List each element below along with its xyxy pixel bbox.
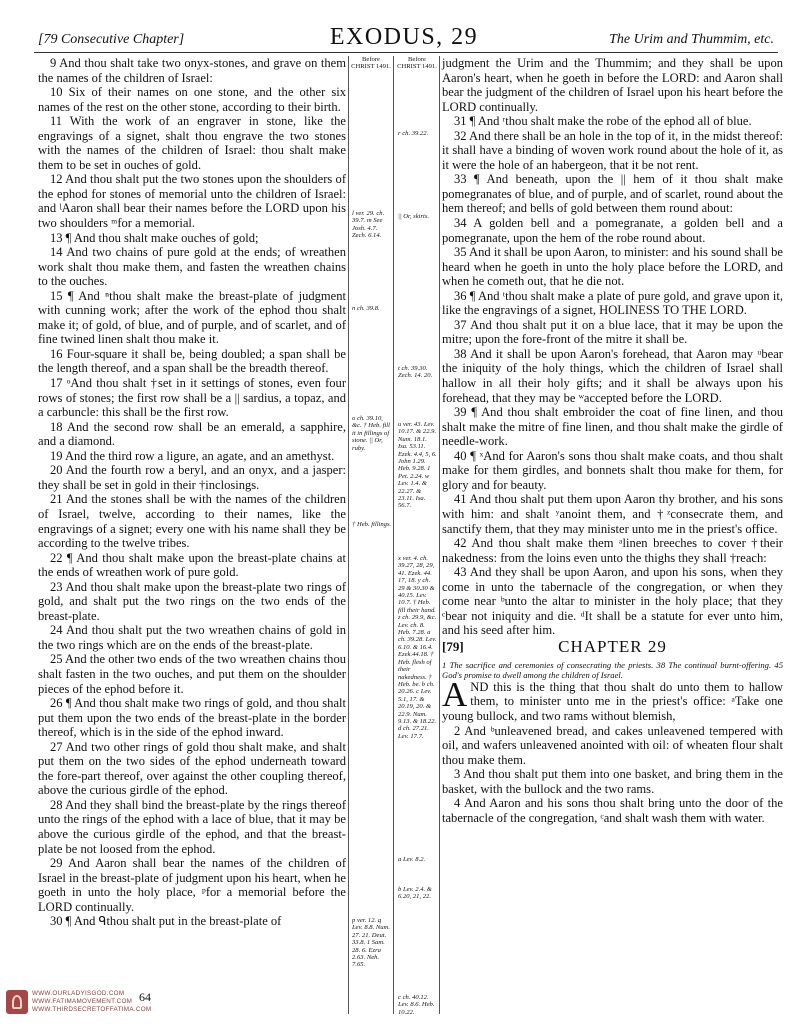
column-divider-middle <box>393 56 394 1014</box>
verse: 24 And thou shalt put the two wreathen chains of gold in the two rings which are on the ends of the breast-plate. <box>38 623 346 652</box>
verse: 25 And the other two ends of the two wreathen chains thou shalt fasten in the two ouches, and put them on the shoulder pieces of the ephod before it. <box>38 652 346 696</box>
margin-note: n ch. 39.8. <box>352 305 380 312</box>
page-number: 64 <box>139 990 151 1004</box>
header-rule <box>34 52 778 53</box>
margin-note: b Lev. 2.4. & 6.20, 21, 22. <box>398 886 432 901</box>
margin-note: || Or, skirts. <box>398 213 430 220</box>
verse: 14 And two chains of pure gold at the ends; of wreathen work shalt thou make them, and fasten the wreathen chains to the ouches. <box>38 245 346 289</box>
gutter-left <box>351 56 391 71</box>
margin-note: c ch. 40.12. Lev. 8.6. Heb. 10.22. <box>398 994 435 1016</box>
verse: 33 ¶ And beneath, upon the || hem of it thou shalt make pomegranates of blue, and of purple, and of scarlet, round about the hem thereof; and bells of gold between them round about: <box>442 172 783 216</box>
verse: 40 ¶ ˣAnd for Aaron's sons thou shalt make coats, and thou shalt make for them girdles, and bonnets shalt thou make for them, for glory and for beauty. <box>442 448 783 492</box>
verse: judgment the Urim and the Thummim; and they shall be upon Aaron's heart, when he goeth in before the LORD: and Aaron shall bear the judgment of the children of Israel upon his heart before the LORD continually. <box>442 56 783 114</box>
verse: 23 And thou shalt make upon the breast-plate two rings of gold, and shalt put the two rings on the two ends of the breast-plate. <box>38 579 346 623</box>
verse: 13 ¶ And thou shalt make ouches of gold; <box>50 230 259 245</box>
verse: 4 And Aaron and his sons thou shalt bring unto the door of the tabernacle of the congregation, ᶜand shalt wash them with water. <box>442 796 783 825</box>
gutter-right <box>396 56 438 71</box>
verse: 12 And thou shalt put the two stones upon the shoulders of the ephod for stones of memorial unto the children of Israel: and ᶩAaron shall bear their names before the LORD upon his two shoulders ᵐfor a memorial. <box>38 172 346 231</box>
verse: 43 And they shall be upon Aaron, and upon his sons, when they come in unto the tabernacle of the congregation, or when they come near ᵇunto the altar to minister in the holy place; that they ᶜbear not iniquity and die. ᵈIt shall be a statute for ever unto him, and his seed after him. <box>442 565 783 638</box>
verse: 22 ¶ And thou shalt make upon the breast-plate chains at the ends of wreathen work of pure gold. <box>38 550 346 580</box>
margin-note: o ch. 39.10, &c. † Heb. fill it in fillings of stone. || Or, ruby. <box>352 415 390 452</box>
verse: 35 And it shall be upon Aaron, to minister: and his sound shall be heard when he goeth in unto the holy place before the LORD, and when he cometh out, that he die not. <box>442 245 783 289</box>
verse: 17 ᵒAnd thou shalt †set in it settings of stones, even four rows of stones; the first row shall be a || sardius, a topaz, and a carbuncle: this shall be the first row. <box>38 376 346 420</box>
verse: 39 ¶ And thou shalt embroider the coat of fine linen, and thou shalt make the mitre of fine linen, and thou shalt make the girdle of needle-work. <box>442 405 783 449</box>
verse: 28 And they shall bind the breast-plate by the rings thereof unto the rings of the ephod with a lace of blue, that it may be above the curious girdle of the ephod, and that the breast-plate be not loosed from the ephod. <box>38 797 346 856</box>
header-topic: The Urim and Thummim, etc. <box>609 32 774 47</box>
verse: 32 And there shall be an hole in the top of it, in the midst thereof: it shall have a binding of woven work round about the hole of it, as it were the hole of an habergeon, that it be not rent. <box>442 128 783 172</box>
left-text-column <box>38 56 346 929</box>
column-divider-left <box>348 56 349 1014</box>
verse: 2 And ᵇunleavened bread, and cakes unleavened tempered with oil, and wafers unleavened anointed with oil: of wheaten flour shalt thou make them. <box>442 723 783 767</box>
verse: 27 And two other rings of gold thou shalt make, and shalt put them on the two sides of the ephod underneath toward the fore-part thereof, over against the other coupling thereof, above the curious girdle of the ephod. <box>38 739 346 798</box>
margin-note: t ch. 39.30. Zech. 14. 20. <box>398 365 433 380</box>
header-book-title: EXODUS, 29 <box>329 24 479 50</box>
verse: 34 A golden bell and a pomegranate, a golden bell and a pomegranate, upon the hem of the robe round about. <box>442 216 783 245</box>
verse: 21 And the stones shall be with the names of the children of Israel, twelve, according to their names, like the engravings of a signet; every one with his name shall they be according to the twelve tribes. <box>38 492 346 551</box>
margin-note: r ch. 39.22. <box>398 130 429 137</box>
verse: 30 ¶ And ᑫthou shalt put in the breast-plate of <box>50 914 282 929</box>
column-divider-right <box>439 56 440 1014</box>
verse: 38 And it shall be upon Aaron's forehead, that Aaron may ᵘbear the iniquity of the holy things, which the children of Israel shall hallow in all their holy gifts; and it shall be always upon his forehead, that they may be ʷaccepted before the LORD. <box>442 346 783 405</box>
right-text-column <box>442 56 783 825</box>
verse: 26 ¶ And thou shalt make two rings of gold, and thou shalt put them upon the two ends of the breast-plate in the border thereof, which is in the side of the ephod inward. <box>38 696 346 740</box>
margin-note: a Lev. 8.2. <box>398 856 426 863</box>
verse: 20 And the fourth row a beryl, and an onyx, and a jasper: they shall be set in gold in their †inclosings. <box>38 463 346 492</box>
drop-cap: A <box>442 674 468 714</box>
url-link[interactable]: WWW.THIRDSECRETOFFATIMA.COM <box>32 1006 152 1013</box>
chapter-heading <box>442 636 783 660</box>
verse: 37 And thou shalt put it on a blue lace, that it may be upon the mitre; upon the fore-front of the mitre it shall be. <box>442 317 783 347</box>
verse: 29 And Aaron shall bear the names of the children of Israel in the breast-plate of judgment upon his heart, when he goeth in unto the holy place, ᵖfor a memorial before the LORD continually. <box>38 856 346 914</box>
footer-urls <box>32 990 151 1014</box>
seal-logo-icon <box>6 990 28 1014</box>
verse: ND this is the thing that thou shalt do unto them to hallow them, to minister unto me in the priest's office: ᵃTake one young bullock, and two rams without blemish, <box>442 679 783 723</box>
verse: 36 ¶ And ᵗthou shalt make a plate of pure gold, and grave upon it, like the engravings of a signet, HOLINESS TO THE LORD. <box>442 288 783 318</box>
verse: 3 And thou shalt put them into one basket, and bring them in the basket, with the bullock and the two rams. <box>442 767 783 796</box>
verse: 15 ¶ And ⁿthou shalt make the breast-plate of judgment with cunning work; after the work of the ephod thou shalt make it; of gold, of blue, and of purple, and of scarlet, and of fine twined linen shalt thou make it. <box>38 288 346 347</box>
margin-note: u ver. 43. Lev. 10.17. & 22.9. Num. 18.1. Isa. 53.11. Ezek. 4.4, 5, 6. John 1.29. Heb. 9.28. 1 Pet. 2.24. w Lev. 1.4. & 22.27. & 23.11. Isa. 56.7. <box>398 421 437 510</box>
header-chapter-count: [79 Consecutive Chapter] <box>38 32 185 47</box>
verse: 31 ¶ And ʳthou shalt make the robe of the ephod all of blue. <box>454 114 752 129</box>
chapter-opening <box>442 674 783 724</box>
verse: 10 Six of their names on one stone, and the other six names of the rest on the other stone, according to their birth. <box>38 85 346 114</box>
margin-note: l ver. 29. ch. 39.7. m See Josh. 4.7. Zech. 6.14. <box>352 210 385 240</box>
margin-note: † Heb. fillings. <box>352 521 392 528</box>
chapter-title: CHAPTER 29 <box>558 636 667 656</box>
page-header <box>30 22 778 52</box>
verse: 42 And thou shalt make them ᵃlinen breeches to cover †their nakedness: from the loins even unto the thighs they shall †reach: <box>442 536 783 565</box>
verse: 11 With the work of an engraver in stone, like the engravings of a signet, shalt thou engrave the two stones with the names of the children of Israel: thou shalt make them to be set in ouches of gold. <box>38 114 346 172</box>
era-label: Before CHRIST 1491. <box>397 56 437 71</box>
era-label: Before CHRIST 1491. <box>351 56 391 71</box>
verse: 16 Four-square it shall be, being doubled; a span shall be the length thereof, and a span shall be the breadth thereof. <box>38 346 346 376</box>
url-link[interactable]: WWW.FATIMAMOVEMENT.COM <box>32 998 133 1005</box>
chapter-summary: 1 The sacrifice and ceremonies of consecrating the priests. 38 The continual burnt-offering. 45 God's promise to dwell among the children of Israel. <box>442 659 783 680</box>
verse: 9 And thou shalt take two onyx-stones, and grave on them the names of the children of Israel: <box>38 56 346 85</box>
verse: 18 And the second row shall be an emerald, a sapphire, and a diamond. <box>38 419 346 449</box>
margin-note: p ver. 12. q Lev. 8.8. Num. 27. 21. Deut. 33.8. 1 Sam. 28. 6. Ezra 2.63. Neh. 7.65. <box>352 917 390 969</box>
margin-note: x ver. 4. ch. 39.27, 28, 29, 41. Ezek. 44. 17, 18. y ch. 29 & 30.30 & 40.15. Lev. 10.7. † Heb. fill their hand. z ch. 29.9, &c. Lev. ch. 8. Heb. 7.28. a ch. 39.28. Lev. 6.10. & 16.4. Ezek.44.18. † Heb. flesh of their nakedness. † Heb. be. b ch. 20.26. c Lev. 5.1, 17. & 20.19, 20. & 22.9. Num. 9.13. & 18.22. d ch. 27.21. Lev. 17.7. <box>398 555 437 740</box>
verse: 19 And the third row a ligure, an agate, and an amethyst. <box>50 448 335 463</box>
chapter-consecutive-number: [79] <box>442 638 464 654</box>
url-link[interactable]: WWW.OURLADYISGOD.COM <box>32 990 125 997</box>
verse: 41 And thou shalt put them upon Aaron thy brother, and his sons with him: and shalt ʸanoint them, and †ᶻconsecrate them, and sanctify them, that they may minister unto me in the priest's office. <box>442 492 783 536</box>
